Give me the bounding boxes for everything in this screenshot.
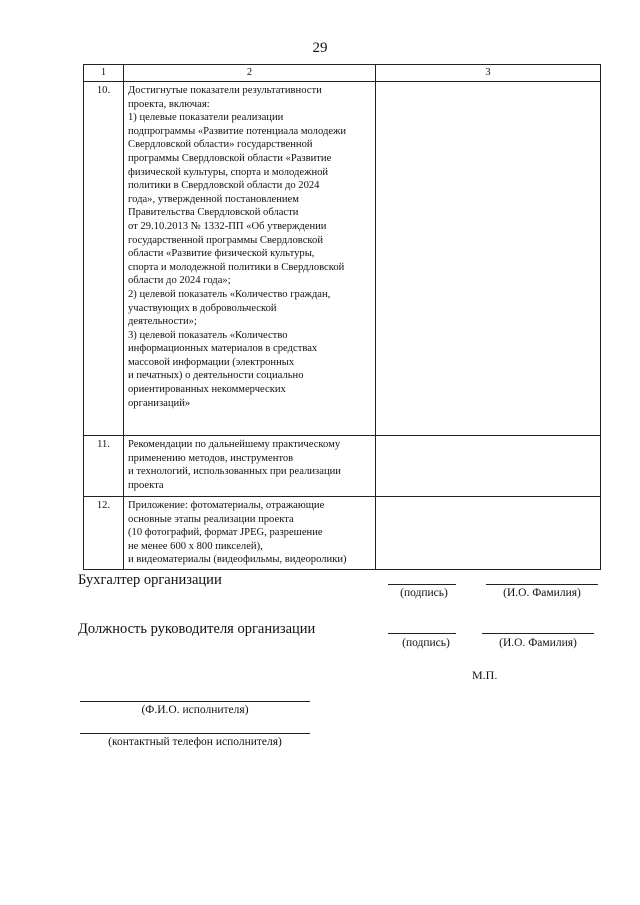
manager-signature-caption: (подпись) [402, 637, 450, 649]
manager-name-caption: (И.О. Фамилия) [499, 637, 577, 649]
description-line: организаций» [128, 397, 191, 409]
description-line: информационных материалов в средствах [128, 343, 318, 355]
column-header: 3 [376, 65, 601, 82]
description-line: применению методов, инструментов [128, 452, 294, 464]
description-line: программы Свердловской области «Развитие [128, 152, 332, 164]
row-description [124, 82, 376, 436]
description-line: 2) целевой показатель «Количество граждан, [128, 288, 331, 300]
description-line: Достигнутые показатели результативности [128, 85, 322, 96]
manager-signature-line [388, 633, 456, 634]
accountant-signature-line [388, 584, 456, 585]
description-line: и печатных) о деятельности социально [128, 370, 304, 382]
row-value-cell [376, 497, 601, 570]
row-description [124, 497, 376, 570]
description-line: государственной программы Свердловской [128, 234, 323, 246]
table-row [84, 82, 601, 436]
description-line: и видеоматериалы (видеофильмы, видеоролики) [128, 554, 347, 566]
table-row [84, 497, 601, 570]
description-line: проекта [128, 479, 164, 491]
description-line: массовой информации (электронных [128, 356, 295, 368]
description-line: подпрограммы «Развитие потенциала молодежи [128, 125, 347, 137]
manager-name-line [482, 633, 594, 634]
description-line: от 29.10.2013 № 1332-ПП «Об утверждении [128, 220, 327, 232]
executor-name-line [80, 701, 310, 702]
description-line: физической культуры, спорта и молодежной [128, 166, 329, 178]
row-number: 11. [84, 436, 124, 497]
description-line: Рекомендации по дальнейшему практическому [128, 439, 341, 450]
description-line: (10 фотографий, формат JPEG, разрешение [128, 527, 323, 539]
description-line: Правительства Свердловской области [128, 207, 299, 219]
row-number: 10. [84, 82, 124, 436]
accountant-name-caption: (И.О. Фамилия) [503, 587, 581, 599]
column-header: 1 [84, 65, 124, 82]
description-line: спорта и молодежной политики в Свердловской [128, 261, 345, 273]
description-line: Свердловской области» государственной [128, 139, 313, 151]
row-value-cell [376, 82, 601, 436]
accountant-label: Бухгалтер организации [78, 572, 222, 588]
accountant-name-line [486, 584, 598, 585]
description-line: политики в Свердловской области до 2024 [128, 180, 320, 192]
column-header: 2 [124, 65, 376, 82]
row-number: 12. [84, 497, 124, 570]
executor-name-caption: (Ф.И.О. исполнителя) [141, 704, 249, 716]
description-line: участвующих в добровольческой [128, 302, 277, 314]
description-line: области «Развитие физической культуры, [128, 248, 315, 260]
description-line: года», утвержденной постановлением [128, 193, 299, 205]
stamp-placeholder: М.П. [472, 668, 498, 682]
accountant-signature-caption: (подпись) [400, 587, 448, 599]
page-number: 29 [312, 40, 328, 56]
description-line: области до 2024 года»; [128, 275, 231, 287]
table-row [84, 436, 601, 497]
description-line: основные этапы реализации проекта [128, 513, 294, 525]
report-table [83, 64, 601, 570]
table-header-row [84, 65, 601, 82]
description-line: 1) целевые показатели реализации [128, 112, 284, 124]
description-line: ориентированных некоммерческих [128, 384, 286, 396]
description-line: проекта, включая: [128, 98, 210, 110]
row-value-cell [376, 436, 601, 497]
description-line: Приложение: фотоматериалы, отражающие [128, 500, 325, 511]
manager-label: Должность руководителя организации [78, 621, 316, 637]
row-description [124, 436, 376, 497]
executor-phone-line [80, 733, 310, 734]
description-line: не менее 600 х 800 пикселей), [128, 540, 263, 552]
executor-phone-caption: (контактный телефон исполнителя) [108, 736, 282, 748]
description-line: и технологий, использованных при реализации [128, 466, 341, 478]
description-line: 3) целевой показатель «Количество [128, 329, 288, 341]
description-line: деятельности»; [128, 316, 197, 328]
